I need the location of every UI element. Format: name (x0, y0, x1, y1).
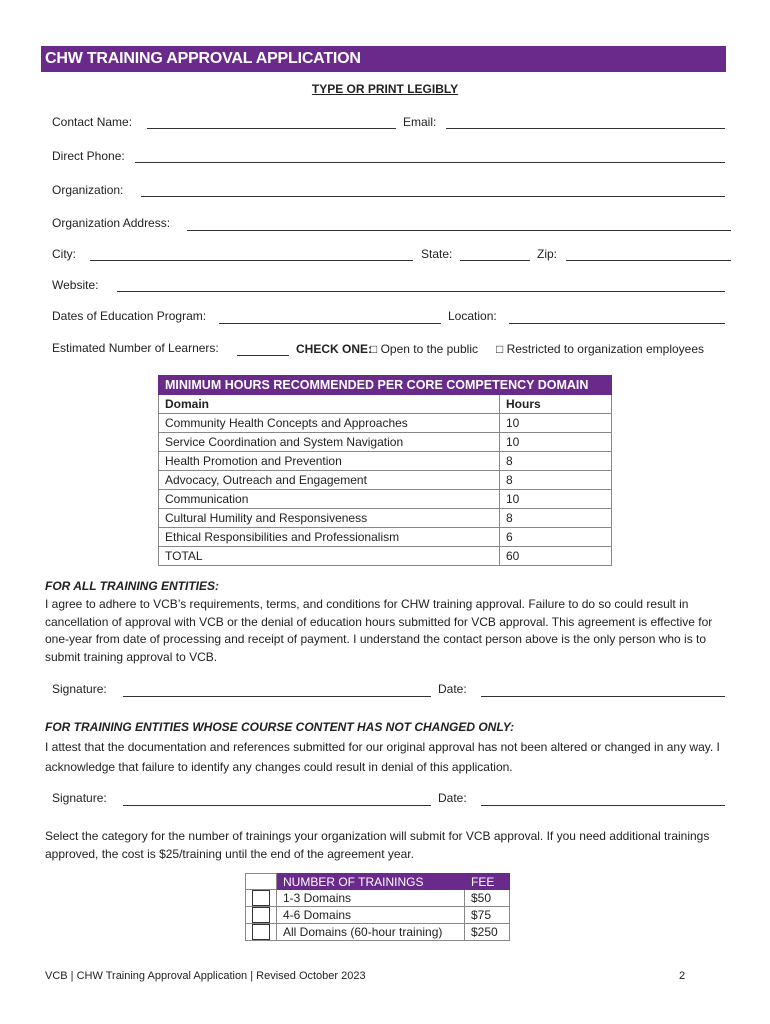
organization-address-field[interactable] (187, 230, 731, 231)
col-domain: Domain (159, 395, 500, 414)
zip-label: Zip: (537, 247, 558, 261)
trainings-cell: 1-3 Domains (277, 890, 465, 907)
checkbox-4-6-domains[interactable] (252, 907, 270, 923)
table-row (159, 528, 612, 547)
trainings-cell: All Domains (60-hour training) (277, 924, 465, 941)
checkbox-cell (246, 924, 277, 941)
col-hours: Hours (500, 395, 612, 414)
location-label: Location: (448, 309, 497, 323)
table-row (159, 509, 612, 528)
date2-label: Date: (438, 791, 467, 805)
page-number: 2 (679, 970, 686, 982)
fee-table-header-row (246, 874, 510, 890)
checkbox-1-3-domains[interactable] (252, 890, 270, 906)
page-title: CHW TRAINING APPROVAL APPLICATION (45, 50, 361, 67)
signature2-label: Signature: (52, 791, 107, 805)
organization-label: Organization: (52, 183, 124, 197)
section2-text: I attest that the documentation and references submitted for our original approval has not been altered or changed in any way. I acknowledge that failure to identify any changes could result in denial of this application. (45, 740, 720, 774)
table-row (159, 471, 612, 490)
competency-table-heading-row (159, 376, 612, 395)
table-row (159, 547, 612, 566)
subtitle: TYPE OR PRINT LEGIBLY (311, 82, 459, 96)
footer-text: VCB | CHW Training Approval Application | Revised October 2023 (45, 970, 366, 982)
organization-field[interactable] (141, 196, 725, 197)
hours-cell: 8 (500, 471, 612, 490)
option-restricted[interactable]: □ Restricted to organization employees (496, 342, 705, 356)
col-fee: FEE (465, 874, 510, 890)
state-field[interactable] (460, 260, 530, 261)
select-category-text: Select the category for the number of trainings your organization will submit for VCB approval. If you need additional trainings approved, the cost is $25/training until the end of the agreement year. (45, 829, 710, 861)
checkbox-cell (246, 890, 277, 907)
contact-name-label: Contact Name: (52, 115, 133, 129)
organization-address-label: Organization Address: (52, 216, 171, 230)
direct-phone-field[interactable] (135, 162, 725, 163)
competency-table-header-row (159, 395, 612, 414)
checkbox-cell (246, 907, 277, 924)
contact-name-field[interactable] (147, 128, 396, 129)
competency-table-heading: MINIMUM HOURS RECOMMENDED PER CORE COMPETENCY DOMAIN (159, 376, 612, 395)
dates-field[interactable] (219, 323, 441, 324)
table-row (159, 490, 612, 509)
domain-cell: Cultural Humility and Responsiveness (159, 509, 500, 528)
hours-cell: 10 (500, 490, 612, 509)
dates-label: Dates of Education Program: (52, 309, 207, 323)
date2-field[interactable] (481, 805, 725, 806)
date1-field[interactable] (481, 696, 725, 697)
table-row (246, 924, 510, 941)
state-label: State: (421, 247, 453, 261)
domain-cell: Health Promotion and Prevention (159, 452, 500, 471)
location-field[interactable] (509, 323, 725, 324)
col-trainings: NUMBER OF TRAININGS (277, 874, 465, 890)
table-row (159, 414, 612, 433)
section1-text: I agree to adhere to VCB’s requirements, terms, and conditions for CHW training approval. Failure to do so could result in cancellation of approval with VCB or the denial of education hours submitted for VCB approval. This agreement is effective for one-year from date of processing and receipt of payment. I understand the contact person above is the only person who is to submit training approval to VCB. (45, 597, 713, 664)
learners-label: Estimated Number of Learners: (52, 341, 219, 355)
hours-cell: 6 (500, 528, 612, 547)
domain-cell: Service Coordination and System Navigation (159, 433, 500, 452)
hours-cell: 60 (500, 547, 612, 566)
hours-cell: 10 (500, 414, 612, 433)
fee-cell: $250 (465, 924, 510, 941)
option-public[interactable]: □ Open to the public (370, 342, 478, 356)
signature1-label: Signature: (52, 682, 107, 696)
domain-cell: Advocacy, Outreach and Engagement (159, 471, 500, 490)
domain-cell: TOTAL (159, 547, 500, 566)
domain-cell: Community Health Concepts and Approaches (159, 414, 500, 433)
domain-cell: Communication (159, 490, 500, 509)
date1-label: Date: (438, 682, 467, 696)
checkbox-all-domains[interactable] (252, 924, 270, 940)
fee-cell: $75 (465, 907, 510, 924)
signature2-field[interactable] (123, 805, 431, 806)
fee-table (245, 873, 510, 941)
table-row (246, 890, 510, 907)
table-row (159, 452, 612, 471)
hours-cell: 8 (500, 509, 612, 528)
learners-field[interactable] (237, 355, 289, 356)
section2-heading: FOR TRAINING ENTITIES WHOSE COURSE CONTENT HAS NOT CHANGED ONLY: (45, 720, 515, 734)
signature1-field[interactable] (123, 696, 431, 697)
title-bar (41, 46, 726, 72)
email-field[interactable] (446, 128, 725, 129)
website-field[interactable] (117, 291, 725, 292)
checkbox-header-cell (246, 874, 277, 890)
direct-phone-label: Direct Phone: (52, 149, 125, 163)
check-one-label: CHECK ONE: (296, 342, 373, 356)
city-label: City: (52, 247, 76, 261)
competency-table (158, 375, 612, 566)
website-label: Website: (52, 278, 99, 292)
section1-heading: FOR ALL TRAINING ENTITIES: (45, 579, 219, 593)
table-row (159, 433, 612, 452)
fee-cell: $50 (465, 890, 510, 907)
zip-field[interactable] (566, 260, 731, 261)
hours-cell: 10 (500, 433, 612, 452)
domain-cell: Ethical Responsibilities and Professionalism (159, 528, 500, 547)
hours-cell: 8 (500, 452, 612, 471)
trainings-cell: 4-6 Domains (277, 907, 465, 924)
table-row (246, 907, 510, 924)
city-field[interactable] (90, 260, 413, 261)
email-label: Email: (403, 115, 437, 129)
